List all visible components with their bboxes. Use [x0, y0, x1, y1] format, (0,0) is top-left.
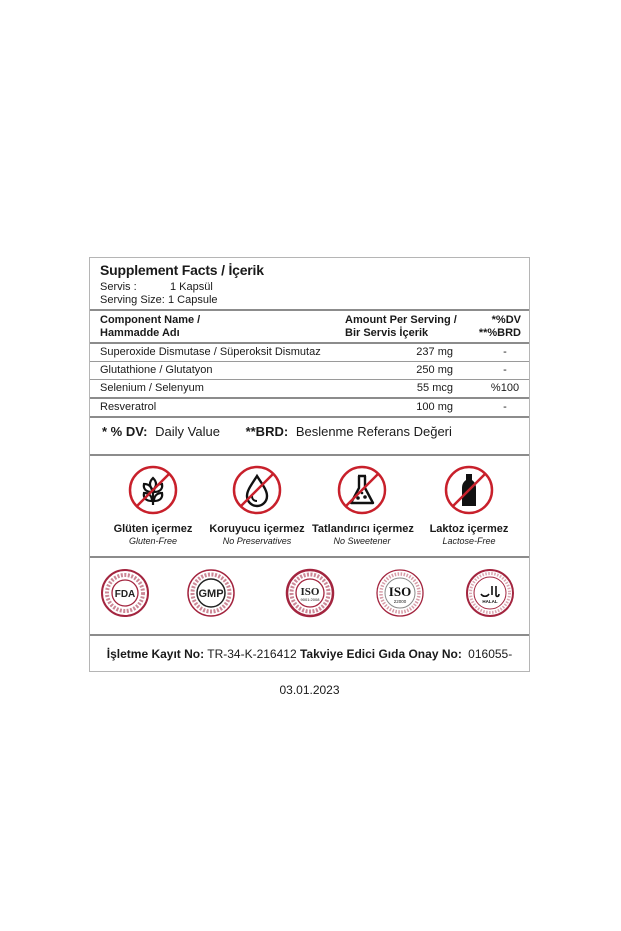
- svg-text:9001:2008: 9001:2008: [300, 597, 320, 602]
- row-amount: 100 mg: [416, 401, 453, 413]
- servis-line: [100, 281, 213, 293]
- svg-text:HALAL: HALAL: [482, 599, 498, 604]
- row-name: Glutathione / Glutatyon: [100, 364, 213, 376]
- gmp-icon: [186, 564, 236, 622]
- serving-size-label: Serving Size:: [100, 294, 165, 306]
- row-dv: -: [503, 401, 507, 413]
- svg-text:ISO: ISO: [300, 586, 320, 598]
- no-preservatives-badge: [207, 464, 307, 546]
- halal-badge: [465, 564, 515, 627]
- row-amount: 237 mg: [416, 346, 453, 358]
- divider: [90, 309, 529, 311]
- column-header-name: [100, 314, 200, 340]
- free-from-icons: [90, 456, 529, 556]
- reg-label: İşletme Kayıt No:: [106, 647, 205, 661]
- svg-text:FDA: FDA: [114, 589, 136, 600]
- no-preservatives-en: No Preservatives: [222, 536, 292, 546]
- iso-22000-icon: [375, 564, 425, 622]
- fda-icon: [100, 564, 150, 622]
- no-sweetener-en: No Sweetener: [333, 536, 391, 546]
- wheat-icon: [127, 464, 179, 516]
- gluten-free-en: Gluten-Free: [128, 536, 178, 546]
- divider: [90, 416, 529, 418]
- column-header-amount-line2: Bir Servis İçerik: [345, 327, 429, 339]
- column-header-amount-line1: Amount Per Serving /: [345, 314, 457, 326]
- servis-label: Servis :: [100, 281, 137, 293]
- table-row: [90, 380, 529, 398]
- row-name: Resveratrol: [100, 401, 157, 413]
- svg-text:22000: 22000: [393, 599, 407, 604]
- lactose-free-en: Lactose-Free: [442, 536, 496, 546]
- table-row: [90, 362, 529, 380]
- legend-dv-key: * % DV:: [102, 424, 148, 439]
- lactose-free-badge: [419, 464, 519, 546]
- legend-brd-value: Beslenme Referans Değeri: [295, 424, 452, 439]
- serving-size-value: 1 Capsule: [168, 294, 218, 306]
- certification-badges: [90, 556, 529, 634]
- table-row: [90, 344, 529, 362]
- flask-icon: [336, 464, 388, 516]
- bottle-icon: [443, 464, 495, 516]
- row-dv: -: [503, 364, 507, 376]
- gmp-badge: [186, 564, 236, 627]
- iso-22000-badge: [375, 564, 425, 627]
- iso-9001-icon: [285, 564, 335, 622]
- approval-label: Takviye Edici Gıda Onay No:: [299, 647, 462, 661]
- gluten-free-tr: Glüten içermez: [113, 523, 193, 535]
- reg-value: TR-34-K-216412: [207, 647, 297, 661]
- column-header-dv-line1: *%DV: [491, 314, 521, 326]
- legend-dv-value: Daily Value: [155, 424, 220, 439]
- lactose-free-tr: Laktoz içermez: [429, 523, 509, 535]
- row-amount: 55 mcg: [416, 382, 453, 394]
- serving-size-line: [100, 294, 218, 306]
- legend: [102, 424, 452, 439]
- supplement-facts-panel: [89, 257, 530, 697]
- registration-footer: [90, 636, 529, 697]
- table-row: [90, 399, 529, 417]
- legend-brd-key: **BRD:: [245, 424, 289, 439]
- row-amount: 250 mg: [416, 364, 453, 376]
- approval-value: 016055-03.01.2023: [279, 647, 513, 697]
- row-dv: -: [503, 346, 507, 358]
- column-header-name-line2: Hammadde Adı: [100, 327, 180, 339]
- column-header-dv: [479, 314, 521, 340]
- no-sweetener-tr: Tatlandırıcı içermez: [312, 523, 414, 535]
- halal-icon: [465, 564, 515, 622]
- page-title: Supplement Facts / İçerik: [100, 262, 264, 278]
- iso-9001-badge: [285, 564, 335, 627]
- svg-text:ISO: ISO: [388, 584, 412, 599]
- fda-approved-badge: [100, 564, 150, 627]
- column-header-amount: [345, 314, 457, 340]
- gluten-free-badge: [103, 464, 203, 546]
- no-preservatives-tr: Koruyucu içermez: [209, 523, 305, 535]
- drop-icon: [231, 464, 283, 516]
- servis-value: 1 Kapsül: [170, 281, 213, 293]
- svg-text:GMP: GMP: [198, 588, 224, 600]
- row-name: Superoxide Dismutase / Süperoksit Dismutaz: [100, 346, 321, 358]
- no-sweetener-badge: [312, 464, 412, 546]
- column-header-dv-line2: **%BRD: [478, 327, 521, 339]
- column-header-name-line1: Component Name /: [100, 314, 201, 326]
- row-name: Selenium / Selenyum: [100, 382, 204, 394]
- row-dv: %100: [490, 382, 520, 394]
